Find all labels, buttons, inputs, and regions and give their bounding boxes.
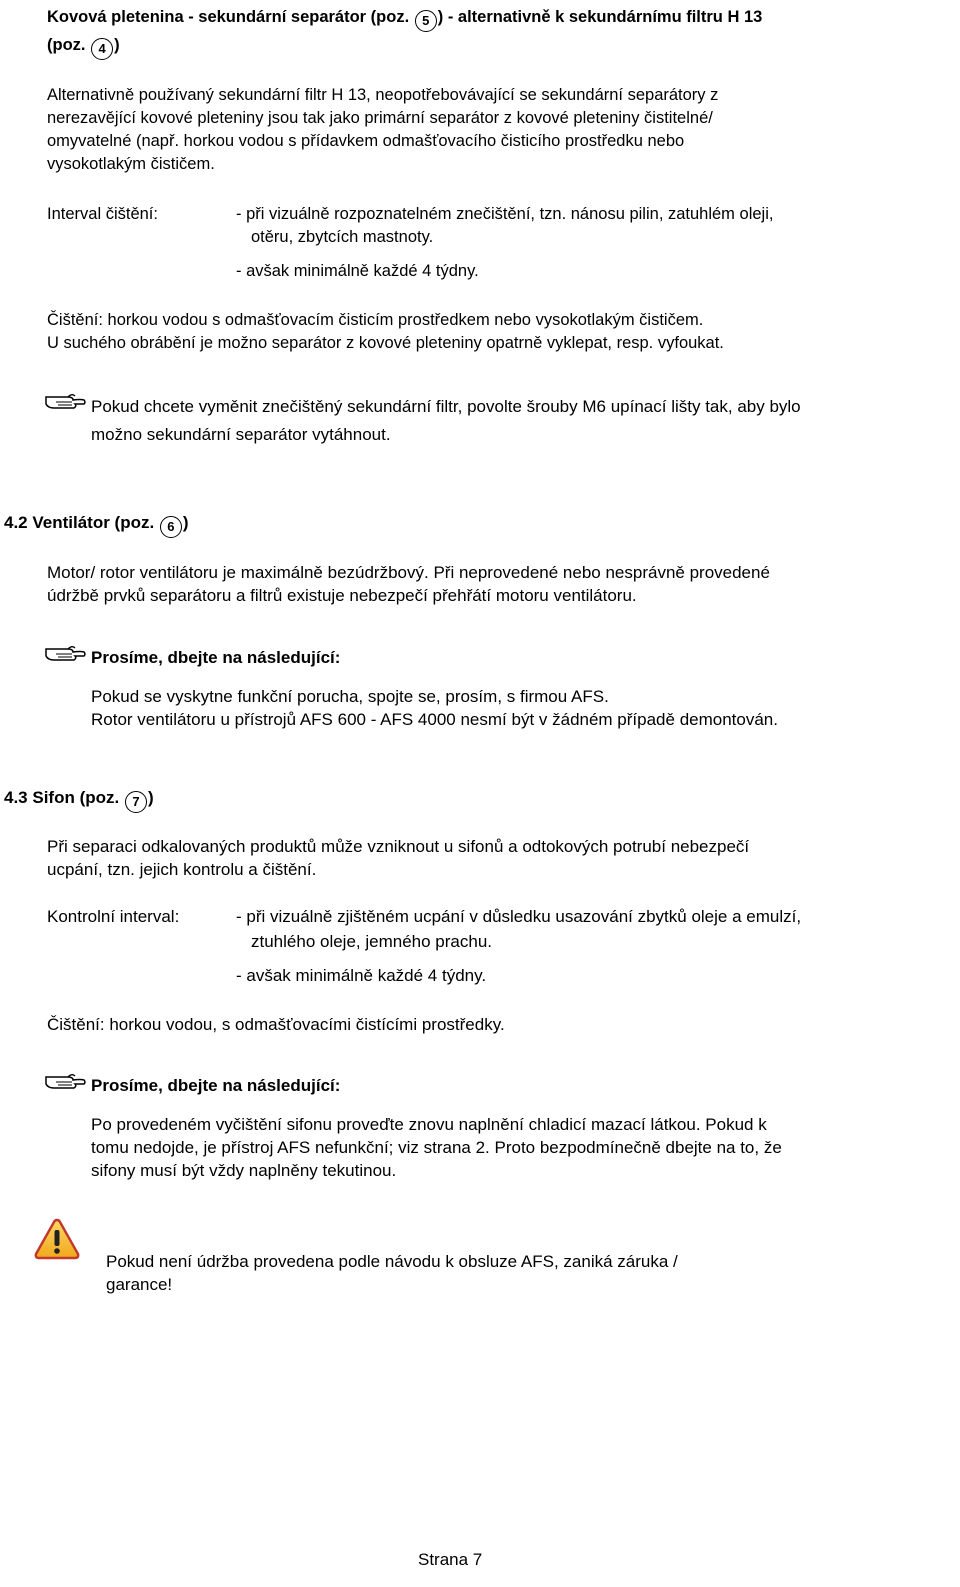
section-title-4-2 <box>4 511 189 538</box>
section-title-text: ) <box>147 788 154 807</box>
page-number: Strana 7 <box>418 1550 483 1569</box>
interval-label: Interval čištění: <box>47 205 158 223</box>
section-title-text: ) <box>182 513 189 532</box>
paragraph-line: omyvatelné (např. horkou vodou s přídavkem odmašťovacího čisticího prostředku nebo <box>47 132 685 150</box>
pointing-hand-icon <box>44 388 88 415</box>
paragraph-line: Alternativně používaný sekundární filtr H 13, neopotřebovávající se sekundární separátory z <box>47 86 719 104</box>
paragraph-line: U suchého obrábění je možno separátor z kovové pleteniny opatrně vyklepat, resp. vyfoukat. <box>47 334 724 352</box>
interval-item: - při vizuálně rozpoznatelném znečištění, tzn. nánosu pilin, zatuhlém oleji, <box>236 205 774 223</box>
interval-label: Kontrolní interval: <box>47 907 180 926</box>
section-title-4-3 <box>4 786 154 813</box>
heading-text: ) - alternativně k sekundárnímu filtru H 13 <box>437 8 763 26</box>
pointing-hand-icon <box>44 640 88 667</box>
paragraph-line: Čištění: horkou vodou s odmašťovacím čisticím prostředkem nebo vysokotlakým čističem. <box>47 311 704 329</box>
interval-item-continued: otěru, zbytcích mastnoty. <box>251 228 434 246</box>
heading-text: (poz. <box>47 36 91 54</box>
paragraph-line: údržbě prvků separátoru a filtrů existuje nebezpečí přehřátí motoru ventilátoru. <box>47 586 637 605</box>
section-title-text: 4.3 Sifon (poz. <box>4 788 124 807</box>
heading-text: Kovová pletenina - sekundární separátor (poz. <box>47 8 414 26</box>
note-line: sifony musí být vždy naplněny tekutinou. <box>91 1161 397 1180</box>
interval-item-continued: ztuhlého oleje, jemného prachu. <box>251 932 492 951</box>
paragraph-line: Čištění: horkou vodou, s odmašťovacími čistícími prostředky. <box>47 1015 505 1034</box>
note-line: Rotor ventilátoru u přístrojů AFS 600 - AFS 4000 nesmí být v žádném případě demontován. <box>91 710 778 729</box>
paragraph-line: Při separaci odkalovaných produktů může vzniknout u sifonů a odtokových potrubí nebezpečí <box>47 837 750 856</box>
section-heading-continued <box>47 34 120 60</box>
position-number-badge: 7 <box>125 791 147 813</box>
note-line: Pokud se vyskytne funkční porucha, spojte se, prosím, s firmou AFS. <box>91 687 609 706</box>
warning-line: Pokud není údržba provedena podle návodu k obsluze AFS, zaniká záruka / <box>106 1252 678 1271</box>
paragraph-line: vysokotlakým čističem. <box>47 155 215 173</box>
interval-item: - při vizuálně zjištěném ucpání v důsledku usazování zbytků oleje a emulzí, <box>236 907 802 926</box>
warning-triangle-icon <box>33 1217 81 1266</box>
warning-line: garance! <box>106 1275 173 1294</box>
section-title-text: 4.2 Ventilátor (poz. <box>4 513 159 532</box>
heading-text: ) <box>114 36 120 54</box>
position-number-badge: 6 <box>160 516 182 538</box>
position-number-badge: 5 <box>415 10 437 32</box>
pointing-hand-icon <box>44 1068 88 1095</box>
note-line: tomu nedojde, je přístroj AFS nefunkční; viz strana 2. Proto bezpodmínečně dbejte na to, že <box>91 1138 782 1157</box>
note-heading: Prosíme, dbejte na následující: <box>91 648 341 667</box>
paragraph-line: Motor/ rotor ventilátoru je maximálně bezúdržbový. Při neprovedené nebo nesprávně provedené <box>47 563 770 582</box>
paragraph-line: ucpání, tzn. jejich kontrolu a čištění. <box>47 860 317 879</box>
section-heading <box>47 6 762 32</box>
interval-item: - avšak minimálně každé 4 týdny. <box>236 966 487 985</box>
position-number-badge: 4 <box>91 38 113 60</box>
interval-item: - avšak minimálně každé 4 týdny. <box>236 262 479 280</box>
note-heading: Prosíme, dbejte na následující: <box>91 1076 341 1095</box>
paragraph-line: nerezavějící kovové pleteniny jsou tak jako primární separátor z kovové pleteniny čistitelné/ <box>47 109 713 127</box>
note-line: možno sekundární separátor vytáhnout. <box>91 425 391 444</box>
note-line: Pokud chcete vyměnit znečištěný sekundární filtr, povolte šrouby M6 upínací lišty tak, aby bylo <box>91 397 801 416</box>
note-line: Po provedeném vyčištění sifonu proveďte znovu naplnění chladicí mazací látkou. Pokud k <box>91 1115 767 1134</box>
